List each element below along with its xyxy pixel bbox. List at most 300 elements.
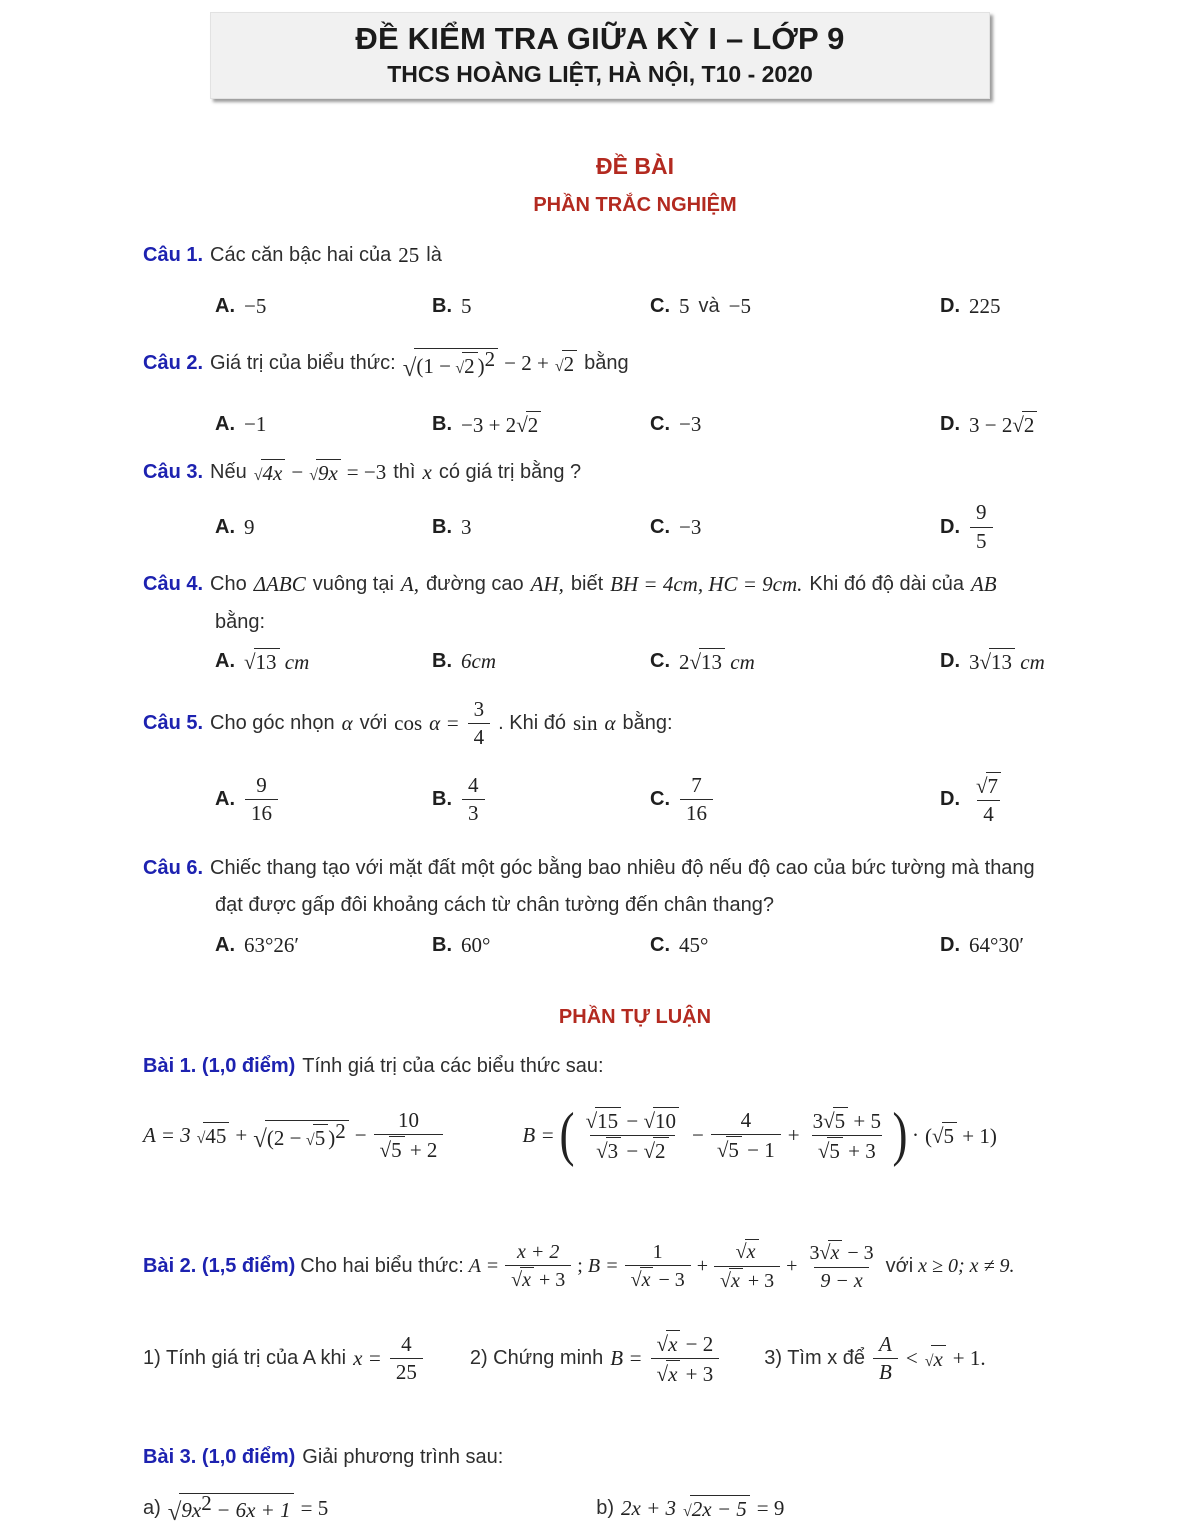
radicand: 5 — [833, 1107, 849, 1134]
fraction — [680, 772, 713, 827]
question-5-text: . Khi đó — [498, 711, 566, 734]
math-token: + 3 — [747, 1269, 775, 1292]
question-4-text: Cho — [210, 573, 247, 595]
radicand — [414, 348, 498, 379]
math-token: = −3 — [346, 459, 387, 484]
question-4-text: biết — [570, 573, 604, 595]
option-value: 6cm — [461, 649, 496, 674]
radical-sign: √ — [244, 650, 256, 674]
sqrt — [932, 1122, 957, 1149]
option-c — [650, 933, 940, 958]
math-token: −3 + 2 — [461, 413, 517, 438]
radical-sign: √ — [309, 466, 318, 484]
math-token: A, — [400, 572, 419, 596]
option-value: 225 — [969, 293, 1001, 318]
unit: cm — [284, 650, 310, 674]
fraction-denominator — [505, 1265, 571, 1294]
math-token: ; — [577, 1254, 583, 1277]
option-letter: B. — [432, 515, 452, 538]
math-token: 9x — [181, 1498, 202, 1523]
math-token: AH, — [530, 572, 564, 596]
heading-tu-luan: PHẦN TỰ LUẬN — [558, 1006, 712, 1029]
math-token: (2 − — [266, 1125, 302, 1150]
sqrt — [819, 1240, 842, 1266]
exam-title: ĐỀ KIỂM TRA GIỮA KỲ I – LỚP 9 — [355, 21, 845, 56]
math-token: x = — [353, 1345, 382, 1370]
formula-B: B = ( $\frac{√15 - √10}{√3 - √2}$ − $\frac{4}{√5 - 1}$ + $\frac{3√5 + 5}{√5 + 3}$ ) · (√5 + 1) — [522, 1101, 997, 1168]
radicand: 13 — [254, 648, 280, 675]
sqrt — [309, 459, 341, 486]
math-token: 3 — [969, 650, 980, 674]
fraction — [462, 772, 485, 827]
sqrt — [657, 1360, 681, 1387]
fraction — [711, 1107, 781, 1164]
radical-sign: √ — [979, 650, 992, 674]
fraction — [807, 1106, 887, 1166]
sqrt — [254, 459, 286, 486]
radicand: x — [729, 1268, 743, 1294]
problem-1-text: Tính giá trị của các biểu thức sau: — [302, 1055, 604, 1078]
option-value: −5 — [244, 293, 267, 318]
exponent: 2 — [484, 347, 496, 372]
option-d — [940, 294, 1186, 319]
problem-2 — [143, 1222, 1186, 1310]
question-5-text: Cho góc nhọn — [210, 711, 335, 734]
option-c — [650, 772, 940, 827]
radicand: 13 — [989, 648, 1015, 675]
question-2-text: Giá trị của biểu thức: — [210, 352, 396, 375]
problem-1 — [143, 1055, 1186, 1078]
option-letter: A. — [215, 650, 235, 673]
question-5 — [143, 691, 1186, 755]
option-value: −3 — [679, 412, 702, 437]
sqrt — [644, 1137, 669, 1164]
subquestion-3-text: 3) Tìm x để — [764, 1346, 866, 1369]
fraction-numerator: 4 — [468, 772, 479, 797]
problem-1-label: Bài 1. (1,0 điểm) — [143, 1055, 296, 1078]
math-token: ( — [924, 1123, 932, 1148]
option-a — [215, 515, 432, 540]
radical-sign: √ — [643, 1138, 656, 1163]
option-letter: A. — [215, 515, 235, 538]
radicand: 2 — [653, 1137, 669, 1164]
radical-sign: √ — [924, 1352, 934, 1370]
option-letter: C. — [650, 413, 670, 436]
fraction — [505, 1239, 571, 1294]
math-token: ΔABC — [253, 572, 306, 596]
math-token: B = — [587, 1254, 619, 1277]
option-letter: D. — [940, 294, 960, 317]
radical-sign: √ — [455, 360, 465, 378]
option-a — [215, 772, 432, 827]
fraction-numerator: 9 — [976, 500, 987, 525]
math-token: − 2 — [685, 1331, 714, 1356]
fraction — [580, 1106, 685, 1166]
math-token: A = 3 — [143, 1122, 191, 1147]
math-token: − — [692, 1122, 704, 1147]
fraction-denominator: 9 − x — [814, 1267, 868, 1294]
math-token: − 1 — [747, 1137, 775, 1162]
question-2-label: Câu 2. — [143, 352, 204, 375]
radical-sign: √ — [817, 1138, 830, 1163]
option-b — [432, 294, 650, 319]
problem-2-label: Bài 2. (1,5 điểm) — [143, 1254, 296, 1277]
fraction — [245, 772, 278, 827]
option-letter: A. — [215, 294, 235, 317]
math-token: + 1. — [952, 1345, 986, 1370]
sqrt — [555, 350, 577, 377]
option-letter: B. — [432, 294, 452, 317]
radical-sign: √ — [630, 1268, 642, 1291]
sqrt — [586, 1107, 622, 1134]
math-token: α = — [429, 710, 460, 735]
problem-2-subquestions — [143, 1322, 1186, 1394]
math-token: cos — [394, 710, 423, 735]
radicand: 5 — [942, 1122, 958, 1149]
math-token: 2x + 3 — [621, 1495, 676, 1520]
problem-3-text: Giải phương trình sau: — [302, 1446, 504, 1469]
unit: cm — [1020, 650, 1045, 674]
radicand: 7 — [986, 772, 1002, 799]
problem-2-condition-text: với — [885, 1254, 914, 1277]
sqrt — [516, 411, 541, 438]
fraction — [970, 499, 993, 554]
option-letter: B. — [432, 787, 452, 810]
radical-sign: √ — [735, 1240, 747, 1263]
fraction-numerator: 9 — [256, 772, 267, 797]
math-token: 3 — [812, 1108, 824, 1133]
sqrt — [657, 1330, 681, 1357]
fraction-numerator: 7 — [691, 772, 702, 797]
math-token: (1 − — [416, 354, 451, 379]
sqrt — [197, 1122, 230, 1149]
fraction-denominator — [651, 1358, 720, 1388]
fraction-denominator: 4 — [468, 723, 491, 751]
problem-1-formulas — [143, 1088, 1186, 1182]
question-4-text: Khi đó độ dài của — [809, 573, 964, 595]
radicand: 5 — [389, 1136, 405, 1163]
option-value: 63°26′ — [244, 933, 299, 958]
option-value: −1 — [244, 412, 267, 437]
option-letter: D. — [940, 650, 960, 673]
fraction-denominator — [625, 1265, 691, 1294]
option-value: 64°30′ — [969, 933, 1024, 958]
math-token: B = — [522, 1122, 555, 1147]
math-token: + 3 — [685, 1361, 714, 1386]
math-token: A = — [468, 1254, 500, 1277]
fraction-numerator — [970, 771, 1007, 800]
question-1-options — [215, 294, 1186, 319]
option-letter: D. — [940, 787, 960, 810]
math-token: ) — [328, 1125, 336, 1150]
option-value: 9 — [244, 514, 255, 539]
math-token: α — [604, 710, 616, 735]
fraction — [873, 1331, 898, 1386]
radicand: x — [640, 1267, 654, 1293]
question-6 — [143, 857, 1186, 880]
math-token: − — [626, 1138, 639, 1163]
sqrt — [644, 1107, 680, 1134]
sqrt — [511, 1267, 534, 1293]
fraction-denominator — [714, 1266, 780, 1295]
question-3-text: thì — [393, 460, 416, 483]
option-letter: D. — [940, 515, 960, 538]
radicand: 15 — [595, 1107, 621, 1134]
question-1-label: Câu 1. — [143, 243, 204, 266]
option-value — [969, 411, 1037, 438]
math-token: + — [696, 1254, 709, 1277]
question-2-text-tail: bằng — [584, 352, 629, 375]
math-token: ) — [477, 354, 485, 379]
option-value: 5 — [461, 293, 472, 318]
fraction-denominator — [374, 1134, 444, 1164]
question-5-text: với — [359, 711, 388, 734]
fraction-numerator — [651, 1329, 720, 1358]
radicand: x — [666, 1330, 680, 1357]
math-token: BH = 4cm, HC = 9cm. — [610, 572, 803, 596]
question-4-options — [215, 648, 1186, 675]
option-value: −3 — [679, 514, 702, 539]
question-4-text-line2: bằng: — [215, 611, 266, 633]
question-4 — [143, 572, 1186, 597]
formula — [254, 459, 387, 486]
radical-sign: √ — [720, 1269, 731, 1292]
question-5-label: Câu 5. — [143, 711, 204, 734]
radical-sign: √ — [656, 1361, 669, 1386]
question-6-text-line1: Chiếc thang tạo với mặt đất một góc bằng bao nhiêu độ nếu độ cao của bức tường mà thang — [210, 857, 1035, 880]
radicand: 2x − 5 — [690, 1495, 750, 1522]
fraction-numerator: x + 2 — [517, 1240, 560, 1263]
option-value — [969, 648, 1045, 675]
fraction — [468, 696, 491, 751]
option-c — [650, 412, 940, 437]
radical-sign: √ — [554, 358, 564, 376]
radical-sign: √ — [656, 1331, 669, 1356]
option-value: 60° — [461, 933, 491, 958]
option-a — [215, 933, 432, 958]
radicand: 2 — [562, 350, 578, 377]
radicand — [179, 1493, 293, 1523]
fraction-denominator: 3 — [462, 799, 485, 827]
fraction — [651, 1329, 720, 1389]
math-token: AB — [970, 572, 997, 596]
sqrt — [380, 1136, 405, 1163]
math-token — [925, 1122, 997, 1149]
fraction-numerator: 4 — [401, 1331, 412, 1356]
math-token: sin — [572, 710, 598, 735]
subquestion-3 — [764, 1331, 985, 1386]
exam-body — [143, 243, 1186, 959]
option-b — [432, 933, 650, 958]
sqrt — [306, 1124, 328, 1151]
unit: cm — [730, 650, 755, 674]
radicand: 3 — [606, 1137, 622, 1164]
fraction-denominator: 16 — [680, 799, 713, 827]
sqrt: $√9x^2 - 6x + 1$ — [168, 1493, 294, 1523]
option-b — [432, 772, 650, 827]
math-token: + 3 — [848, 1138, 876, 1163]
question-5-options — [215, 765, 1186, 833]
heading-de-bai: ĐỀ BÀI — [596, 152, 674, 179]
radicand — [265, 1120, 349, 1151]
sqrt — [631, 1267, 654, 1293]
math-token: 3 − 2 — [969, 413, 1013, 438]
option-value: −5 — [728, 293, 751, 318]
radicand: x — [666, 1360, 680, 1387]
question-5-text-tail: bằng: — [622, 711, 673, 734]
sqrt — [690, 648, 726, 675]
option-value: 45° — [679, 933, 709, 958]
radicand: x — [828, 1240, 842, 1266]
option-letter: C. — [650, 787, 670, 810]
radical-sign: √ — [516, 413, 528, 438]
question-3-label: Câu 3. — [143, 460, 204, 483]
question-3 — [143, 459, 1186, 486]
math-token: − — [626, 1108, 639, 1133]
radicand: 9x — [316, 459, 341, 486]
radicand: x — [931, 1345, 945, 1372]
fraction-denominator: B — [873, 1358, 898, 1386]
radicand: 2 — [462, 352, 478, 379]
math-token: 2 — [679, 650, 690, 674]
subquestion-2 — [470, 1329, 720, 1389]
math-token: 3 — [809, 1241, 820, 1264]
option-a — [215, 412, 432, 437]
fraction-numerator — [580, 1106, 685, 1135]
math-token: + — [786, 1254, 798, 1277]
exponent: 2 — [201, 1491, 212, 1516]
math-token: − 3 — [847, 1241, 874, 1264]
sqrt — [1012, 411, 1037, 438]
radical-sign: √ — [1012, 413, 1024, 438]
question-6-options — [215, 933, 1186, 958]
question-6-label: Câu 6. — [143, 857, 204, 880]
option-letter: C. — [650, 294, 670, 317]
math-token: = 9 — [756, 1495, 785, 1520]
problem-3-label: Bài 3. (1,0 điểm) — [143, 1446, 296, 1469]
fraction — [625, 1239, 691, 1294]
option-c — [650, 648, 940, 675]
question-1 — [143, 243, 1186, 268]
math-token: − — [354, 1122, 367, 1147]
radical-sign: √ — [596, 1138, 608, 1163]
math-token: + — [787, 1122, 800, 1147]
math-token: − 6x + 1 — [216, 1498, 291, 1523]
problem-2-text: Cho hai biểu thức: — [300, 1254, 464, 1277]
option-letter: C. — [650, 934, 670, 957]
radical-sign: √ — [253, 466, 263, 484]
sqrt — [244, 648, 280, 675]
option-a — [215, 294, 432, 319]
radical-sign: √ — [976, 773, 988, 798]
question-3-options — [215, 498, 1186, 556]
formula — [402, 347, 577, 382]
fraction — [803, 1239, 879, 1294]
radicand: 13 — [699, 648, 725, 675]
math-token: + 1) — [962, 1123, 997, 1148]
radicand: 45 — [203, 1122, 229, 1149]
fraction-numerator — [803, 1239, 879, 1267]
math-token: x ≥ 0; x ≠ 9. — [918, 1254, 1015, 1277]
question-2 — [143, 331, 1186, 397]
option-value — [244, 648, 309, 675]
problem-3-equations — [143, 1483, 1186, 1533]
fraction-denominator: 16 — [245, 799, 278, 827]
option-letter: C. — [650, 515, 670, 538]
radicand: 5 — [726, 1136, 742, 1163]
exponent: 2 — [335, 1118, 346, 1143]
sqrt — [720, 1268, 743, 1294]
fraction-numerator — [807, 1106, 887, 1135]
option-letter: A. — [215, 934, 235, 957]
math-token: − 3 — [658, 1268, 685, 1291]
question-4-label: Câu 4. — [143, 573, 204, 595]
math-token: 25 — [398, 242, 420, 267]
math-token: + 5 — [853, 1108, 881, 1133]
math-token: x — [422, 459, 432, 484]
fraction-numerator: 3 — [473, 696, 485, 721]
subquestion-1 — [143, 1331, 424, 1386]
radicand: 2 — [1022, 411, 1038, 438]
math-token: B = — [610, 1345, 643, 1370]
essay-section — [143, 1055, 1186, 1533]
option-d — [940, 648, 1186, 675]
radicand: 10 — [653, 1107, 679, 1134]
question-3-text-tail: có giá trị bằng ? — [438, 460, 582, 483]
option-c — [650, 515, 940, 540]
question-6-text-line2: đạt được gấp đôi khoảng cách từ chân tường đến chân thang? — [215, 894, 775, 917]
fraction-denominator — [590, 1135, 674, 1165]
fraction-numerator — [730, 1238, 765, 1266]
math-token: + — [235, 1122, 248, 1147]
option-value — [461, 411, 541, 438]
option-value-conjunction: và — [698, 294, 720, 317]
radical-sign: √ — [819, 1241, 831, 1264]
option-d — [940, 933, 1186, 958]
math-token: − 2 + — [504, 351, 549, 376]
sqrt: √(2 − √5 )$^2$ — [253, 1120, 348, 1151]
exam-header-box — [210, 12, 990, 99]
radicand: 5 — [827, 1137, 843, 1164]
option-b — [432, 649, 650, 674]
exam-subtitle: THCS HOÀNG LIỆT, HÀ NỘI, T10 - 2020 — [387, 60, 813, 87]
sqrt — [818, 1137, 843, 1164]
question-1-text-tail: là — [426, 243, 442, 266]
radical-sign: √ — [823, 1108, 835, 1133]
heading-trac-nghiem: PHẦN TRẮC NGHIỆM — [533, 193, 737, 216]
question-4-text: vuông tại — [312, 573, 394, 595]
fraction — [390, 1331, 423, 1386]
radical-sign: √ — [585, 1108, 598, 1133]
fraction — [374, 1107, 444, 1164]
equation-b — [596, 1495, 784, 1522]
equation-b-label: b) — [596, 1496, 614, 1519]
sqrt — [823, 1107, 848, 1134]
fraction — [714, 1238, 780, 1295]
option-letter: B. — [432, 413, 452, 436]
radical-sign: √ — [196, 1129, 206, 1147]
fraction — [970, 771, 1007, 828]
sqrt: √(1 − √2 )$^2$ — [403, 348, 498, 379]
option-value: 3 — [461, 514, 472, 539]
multiplication-dot: · — [911, 1122, 919, 1147]
sqrt — [980, 648, 1016, 675]
sqrt — [976, 772, 1001, 799]
radical-sign: √ — [305, 1131, 315, 1149]
fraction-denominator — [711, 1134, 781, 1164]
radicand: 5 — [313, 1124, 329, 1151]
radical-sign: √ — [716, 1137, 729, 1162]
